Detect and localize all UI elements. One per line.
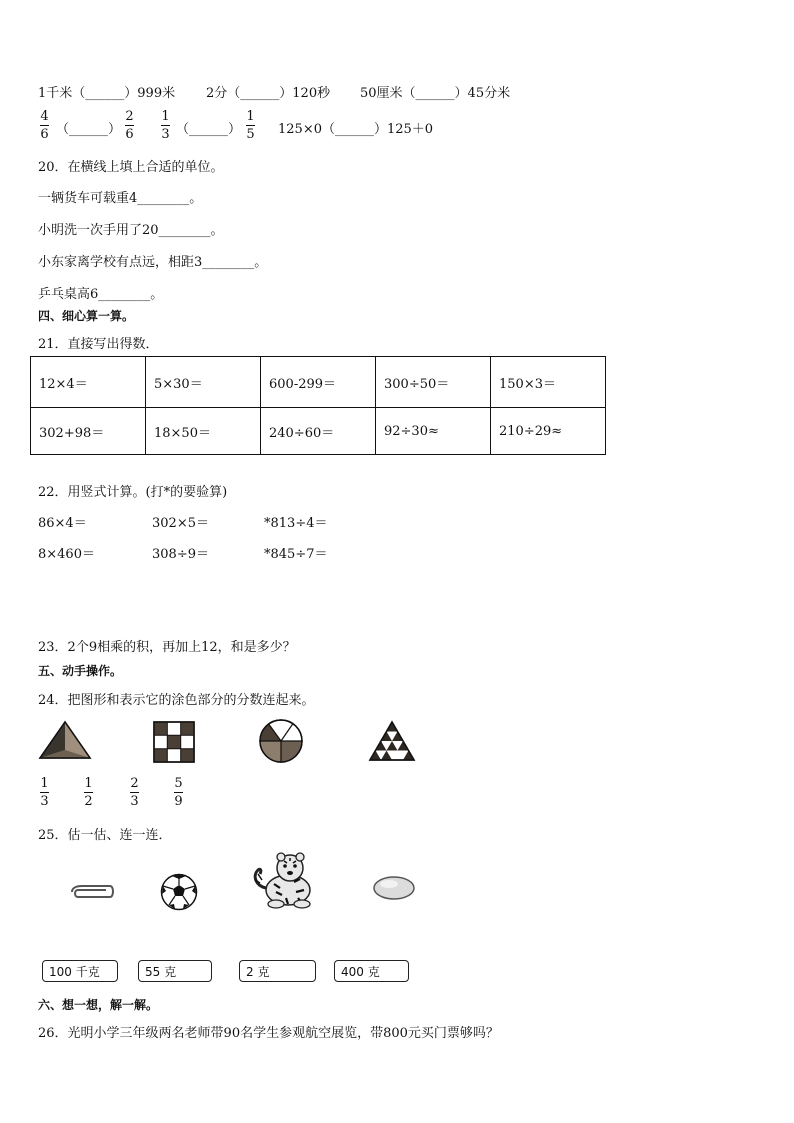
vertical-calc-item: *845÷7＝ xyxy=(264,547,328,562)
unit-line-distance: 小东家离学校有点远，相距3________。 xyxy=(38,255,268,270)
section-5-heading: 五、动手操作。 xyxy=(38,664,123,678)
fraction-1-3: 1 3 xyxy=(161,109,170,142)
table-cell: 12×4＝ xyxy=(31,357,146,408)
paperclip-icon xyxy=(68,884,116,900)
compare-item-cm: 50厘米（______）45分米 xyxy=(360,86,511,101)
compare-item-125: 125×0（______）125＋0 xyxy=(278,122,434,137)
answer-fraction-5-9: 5 9 xyxy=(174,776,183,809)
table-cell: 240÷60＝ xyxy=(261,408,376,455)
vertical-calc-item: 302×5＝ xyxy=(152,516,209,531)
table-cell: 18×50＝ xyxy=(146,408,261,455)
weight-box-55g: 55 克 xyxy=(138,960,212,982)
shaded-triangle-figure xyxy=(38,720,92,762)
answer-fraction-1-3: 1 3 xyxy=(40,776,49,809)
table-cell: 302+98＝ xyxy=(31,408,146,455)
section-6-heading: 六、想一想，解一解。 xyxy=(38,998,159,1012)
unit-line-truck: 一辆货车可载重4________。 xyxy=(38,191,203,206)
compare-blank-2: （______） xyxy=(176,122,242,137)
unit-line-handwash: 小明洗一次手用了20________。 xyxy=(38,223,224,238)
vertical-calc-item: 8×460＝ xyxy=(38,547,95,562)
weight-box-100kg: 100 千克 xyxy=(42,960,118,982)
fraction-4-6: 4 6 xyxy=(40,109,49,142)
compare-item-km: 1千米（______）999米 xyxy=(38,86,176,101)
question-22-title: 22．用竖式计算。(打*的要验算) xyxy=(38,485,228,500)
question-23: 23．2个9相乘的积，再加上12，和是多少？ xyxy=(38,640,296,655)
weight-box-2g: 2 克 xyxy=(239,960,316,982)
question-24-title: 24．把图形和表示它的涂色部分的分数连起来。 xyxy=(38,693,315,708)
unit-line-table: 乒乓桌高6________。 xyxy=(38,287,164,302)
fraction-2-6: 2 6 xyxy=(125,109,134,142)
tiger-icon xyxy=(246,852,318,910)
table-cell: 210÷29≈ xyxy=(491,408,606,455)
fraction-1-5: 1 5 xyxy=(246,109,255,142)
shaded-circle-figure xyxy=(258,718,304,764)
table-row xyxy=(31,357,606,408)
question-26: 26．光明小学三年级两名老师带90名学生参观航空展览，带800元买门票够吗？ xyxy=(38,1026,499,1041)
compare-item-minutes: 2分（______）120秒 xyxy=(206,86,331,101)
vertical-calc-item: 308÷9＝ xyxy=(152,547,209,562)
table-cell: 600-299＝ xyxy=(261,357,376,408)
vertical-calc-item: 86×4＝ xyxy=(38,516,87,531)
mental-calc-table xyxy=(30,356,606,455)
section-4-heading: 四、细心算一算。 xyxy=(38,309,135,323)
table-cell: 300÷50＝ xyxy=(376,357,491,408)
weight-box-400g: 400 克 xyxy=(334,960,409,982)
compare-blank-1: （______） xyxy=(56,122,122,137)
table-cell: 5×30＝ xyxy=(146,357,261,408)
answer-fraction-1-2: 1 2 xyxy=(84,776,93,809)
question-21-title: 21．直接写出得数． xyxy=(38,337,159,352)
table-cell: 150×3＝ xyxy=(491,357,606,408)
table-row xyxy=(31,408,606,455)
egg-icon xyxy=(372,874,418,902)
table-cell: 92÷30≈ xyxy=(376,408,491,455)
answer-fraction-2-3: 2 3 xyxy=(130,776,139,809)
checkered-square-figure xyxy=(154,722,194,762)
vertical-calc-item: *813÷4＝ xyxy=(264,516,328,531)
question-25-title: 25．估一估、连一连． xyxy=(38,828,172,843)
question-20-title: 20．在横线上填上合适的单位。 xyxy=(38,160,224,175)
shaded-triangle-grid-figure xyxy=(368,720,416,762)
soccer-ball-icon xyxy=(160,873,198,911)
